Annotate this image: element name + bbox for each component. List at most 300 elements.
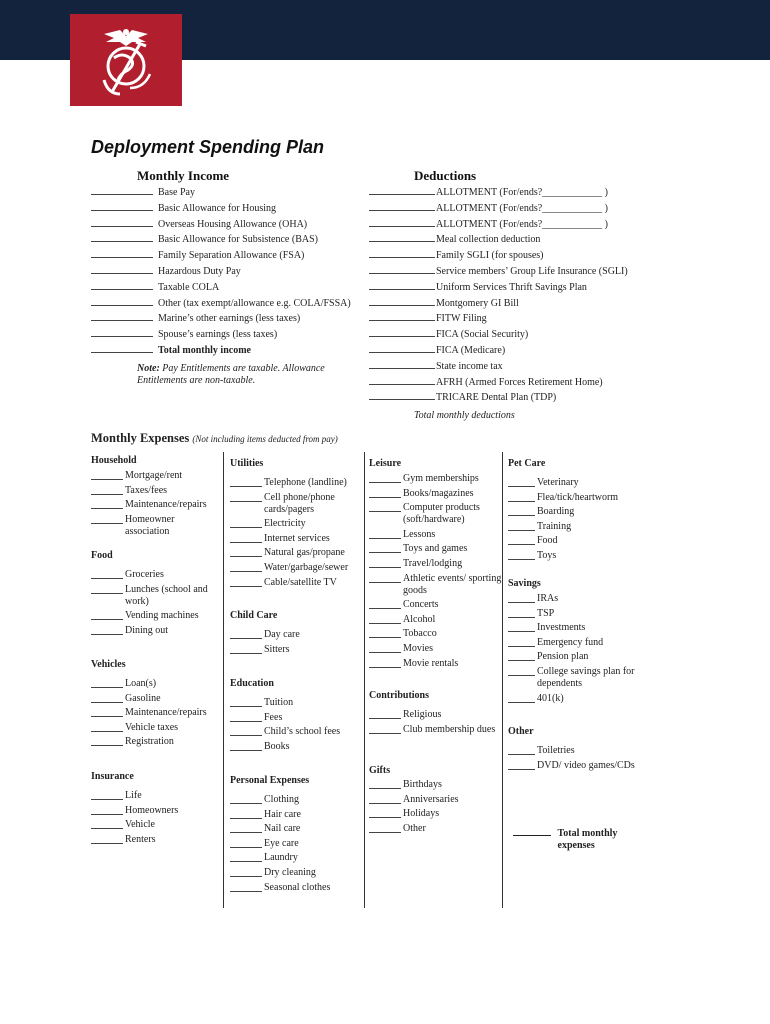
amount-blank[interactable] xyxy=(230,867,262,877)
amount-blank[interactable] xyxy=(230,629,262,639)
expense-item[interactable] xyxy=(91,678,222,690)
expense-item[interactable] xyxy=(508,506,649,518)
expense-label: Electricity xyxy=(264,518,306,530)
expense-label: Travel/lodging xyxy=(403,558,463,569)
expense-item[interactable] xyxy=(508,593,649,605)
expense-item[interactable] xyxy=(230,794,361,806)
expense-item[interactable] xyxy=(91,790,222,802)
expense-label: Hair care xyxy=(264,808,301,820)
expense-item[interactable] xyxy=(508,622,649,634)
expense-item[interactable] xyxy=(508,550,649,562)
category-vehicles: Vehicles xyxy=(91,659,126,670)
note-text: Pay Entitlements are taxable. Allowance Entitlements are non-taxable. xyxy=(137,363,325,386)
deduction-row[interactable] xyxy=(369,280,587,294)
expense-item[interactable] xyxy=(91,834,222,846)
income-row[interactable] xyxy=(91,311,300,325)
income-row[interactable] xyxy=(91,280,219,294)
category-contributions: Contributions xyxy=(369,690,430,701)
expense-label: Books/magazines xyxy=(403,487,474,499)
amount-blank[interactable] xyxy=(91,201,153,211)
income-row[interactable] xyxy=(91,217,307,231)
expense-item[interactable] xyxy=(91,584,222,608)
amount-blank[interactable] xyxy=(508,637,535,647)
expense-item[interactable] xyxy=(369,658,505,670)
expense-item[interactable] xyxy=(91,485,222,497)
category-petcare: Pet Care xyxy=(508,458,546,469)
expense-label: Registration xyxy=(125,736,174,748)
income-row[interactable] xyxy=(91,185,195,199)
amount-blank[interactable] xyxy=(508,521,535,531)
expense-label: TSP xyxy=(537,607,555,619)
expense-item[interactable] xyxy=(369,473,505,485)
expense-label: Water/garbage/sewer xyxy=(264,562,349,573)
deduction-label: ALLOTMENT (For/ends?____________ ) xyxy=(436,187,609,198)
category-utilities: Utilities xyxy=(230,458,264,469)
expense-item[interactable] xyxy=(508,745,649,757)
expense-item[interactable] xyxy=(508,608,649,620)
expense-label: Flea/tick/heartworm xyxy=(537,491,619,503)
income-row[interactable] xyxy=(91,201,276,215)
amount-blank[interactable] xyxy=(508,651,535,661)
expense-item[interactable] xyxy=(230,562,361,574)
expense-item[interactable] xyxy=(508,492,649,504)
expense-label: Day care xyxy=(264,629,300,640)
amount-blank[interactable] xyxy=(91,343,153,353)
amount-blank[interactable] xyxy=(91,610,123,620)
expense-item[interactable] xyxy=(91,625,222,637)
amount-blank[interactable] xyxy=(369,529,401,539)
expense-label: Vehicle xyxy=(125,819,155,831)
expense-item[interactable] xyxy=(230,712,361,724)
deduction-row[interactable] xyxy=(369,264,628,278)
amount-blank[interactable] xyxy=(91,514,123,524)
deduction-label: Family SGLI (for spouses) xyxy=(436,250,544,262)
income-label: Other (tax exempt/allowance e.g. COLA/FSSA) xyxy=(158,297,351,309)
deduction-row[interactable] xyxy=(369,311,487,325)
expenses-title xyxy=(91,431,338,446)
deduction-label: ALLOTMENT (For/ends?____________ ) xyxy=(436,218,609,230)
amount-blank[interactable] xyxy=(369,473,401,483)
amount-blank[interactable] xyxy=(91,678,123,688)
amount-blank[interactable] xyxy=(91,470,123,480)
amount-blank[interactable] xyxy=(369,658,401,668)
amount-blank[interactable] xyxy=(369,217,435,227)
amount-blank[interactable] xyxy=(369,628,401,638)
amount-blank[interactable] xyxy=(369,296,435,306)
expense-label: Vending machines xyxy=(125,610,199,622)
expense-label: Lunches (school and work) xyxy=(125,583,208,607)
expense-label: DVD/ video games/CDs xyxy=(537,759,635,771)
amount-blank[interactable] xyxy=(369,280,435,290)
expense-item[interactable] xyxy=(230,629,361,641)
amount-blank[interactable] xyxy=(369,343,435,353)
amount-blank[interactable] xyxy=(230,838,262,848)
income-row[interactable] xyxy=(91,327,277,341)
amount-blank[interactable] xyxy=(369,823,401,833)
expense-item[interactable] xyxy=(508,760,649,772)
expense-item[interactable] xyxy=(230,477,361,489)
deduction-label: TRICARE Dental Plan (TDP) xyxy=(436,392,557,404)
amount-blank[interactable] xyxy=(91,499,123,509)
amount-blank[interactable] xyxy=(230,823,262,833)
expense-item[interactable] xyxy=(508,693,649,705)
amount-blank[interactable] xyxy=(369,614,401,624)
expense-item[interactable] xyxy=(508,535,649,547)
expense-item[interactable] xyxy=(91,514,222,538)
deduction-label: FICA (Social Security) xyxy=(436,329,529,341)
expense-label: Tuition xyxy=(264,697,294,708)
amount-blank[interactable] xyxy=(91,707,123,717)
expense-label: Concerts xyxy=(403,599,439,611)
emblem-logo xyxy=(70,14,182,106)
expense-label: Laundry xyxy=(264,852,298,864)
expense-item[interactable] xyxy=(230,577,361,589)
amount-blank[interactable] xyxy=(230,492,262,502)
expense-label: Movie rentals xyxy=(403,657,459,669)
amount-blank[interactable] xyxy=(369,359,435,369)
expense-item[interactable] xyxy=(230,726,361,738)
category-household: Household xyxy=(91,455,137,466)
amount-blank[interactable] xyxy=(91,693,123,703)
expense-label: Life xyxy=(125,790,142,801)
eagle-globe-anchor-icon xyxy=(70,14,182,106)
expense-label: Seasonal clothes xyxy=(264,881,331,893)
total-deductions-label: Total monthly deductions xyxy=(414,410,515,421)
expense-label: Anniversaries xyxy=(403,793,459,805)
expense-label: Other xyxy=(403,822,426,834)
amount-blank[interactable] xyxy=(230,697,262,707)
amount-blank[interactable] xyxy=(91,185,153,195)
expense-item[interactable] xyxy=(230,882,361,894)
expense-item[interactable] xyxy=(369,558,505,570)
expense-item[interactable] xyxy=(230,809,361,821)
expense-label: Eye care xyxy=(264,837,299,849)
amount-blank[interactable] xyxy=(508,477,535,487)
expense-item[interactable] xyxy=(230,867,361,879)
expense-label: Toiletries xyxy=(537,745,575,756)
deduction-row[interactable] xyxy=(369,185,608,199)
amount-blank[interactable] xyxy=(230,547,262,557)
deduction-row[interactable] xyxy=(369,296,519,310)
expense-item[interactable] xyxy=(91,819,222,831)
expenses-title-text: Monthly Expenses xyxy=(91,431,190,445)
category-savings: Savings xyxy=(508,578,541,589)
total-expenses-field[interactable] xyxy=(513,828,623,852)
amount-blank[interactable] xyxy=(230,712,262,722)
expense-label: Boarding xyxy=(537,506,575,518)
expense-item[interactable] xyxy=(369,529,505,541)
amount-blank[interactable] xyxy=(508,535,535,545)
amount-blank[interactable] xyxy=(91,296,153,306)
amount-blank[interactable] xyxy=(369,558,401,568)
amount-blank[interactable] xyxy=(91,722,123,732)
deduction-row[interactable] xyxy=(369,375,603,389)
total-expenses-label: Total monthly expenses xyxy=(557,828,618,851)
expense-item[interactable] xyxy=(508,521,649,533)
amount-blank[interactable] xyxy=(369,709,401,719)
expense-item[interactable] xyxy=(508,477,649,489)
deduction-label: Service members’ Group Life Insurance (SGLI) xyxy=(436,266,628,277)
amount-blank[interactable] xyxy=(508,666,535,676)
expense-item[interactable] xyxy=(369,808,505,820)
expense-label: Investments xyxy=(537,622,586,634)
amount-blank[interactable] xyxy=(91,248,153,258)
amount-blank[interactable] xyxy=(91,280,153,290)
expense-item[interactable] xyxy=(369,643,505,655)
amount-blank[interactable] xyxy=(369,264,435,274)
amount-blank[interactable] xyxy=(369,375,435,385)
amount-blank[interactable] xyxy=(508,745,535,755)
deduction-row[interactable] xyxy=(369,327,528,341)
expense-label: Nail care xyxy=(264,823,301,835)
expense-label: College savings plan for dependents xyxy=(537,666,635,689)
expense-item[interactable] xyxy=(508,651,649,663)
amount-blank[interactable] xyxy=(230,794,262,804)
expense-label: Veterinary xyxy=(537,477,579,488)
expense-item[interactable] xyxy=(91,610,222,622)
expense-item[interactable] xyxy=(369,709,505,721)
expense-label: Club membership dues xyxy=(403,723,496,735)
amount-blank[interactable] xyxy=(508,693,535,703)
amount-blank[interactable] xyxy=(508,492,535,502)
income-label: Base Pay xyxy=(158,187,195,198)
amount-blank[interactable] xyxy=(508,593,535,603)
amount-blank[interactable] xyxy=(508,550,535,560)
amount-blank[interactable] xyxy=(91,625,123,635)
amount-blank[interactable] xyxy=(230,533,262,543)
deduction-label: Uniform Services Thrift Savings Plan xyxy=(436,281,587,293)
amount-blank[interactable] xyxy=(369,248,435,258)
amount-blank[interactable] xyxy=(230,882,262,892)
amount-blank[interactable] xyxy=(91,790,123,800)
category-insurance: Insurance xyxy=(91,771,134,782)
expense-item[interactable] xyxy=(369,543,505,555)
income-label: Spouse’s earnings (less taxes) xyxy=(158,329,278,341)
column-divider xyxy=(364,452,365,908)
income-label: Basic Allowance for Subsistence (BAS) xyxy=(158,234,318,246)
amount-blank[interactable] xyxy=(230,562,262,572)
expense-label: Food xyxy=(537,535,558,547)
deduction-label: FITW Filing xyxy=(436,313,487,325)
income-label: Family Separation Allowance (FSA) xyxy=(158,250,305,262)
deduction-row[interactable] xyxy=(369,343,505,357)
expense-item[interactable] xyxy=(91,499,222,511)
amount-blank[interactable] xyxy=(508,760,535,770)
expense-label: Maintenance/repairs xyxy=(125,499,207,511)
deduction-label: ALLOTMENT (For/ends?____________ ) xyxy=(436,202,609,214)
expense-label: Gasoline xyxy=(125,692,161,704)
expense-item[interactable] xyxy=(91,707,222,719)
expense-item[interactable] xyxy=(91,805,222,817)
expense-item[interactable] xyxy=(230,823,361,835)
amount-blank[interactable] xyxy=(369,311,435,321)
expense-label: Natural gas/propane xyxy=(264,547,345,559)
deduction-label: State income tax xyxy=(436,360,503,372)
amount-blank[interactable] xyxy=(508,622,535,632)
expenses-subtitle: (Not including items deducted from pay) xyxy=(192,434,338,444)
deduction-label: FICA (Medicare) xyxy=(436,345,506,356)
expense-item[interactable] xyxy=(369,599,505,611)
expense-label: Athletic events/ sporting goods xyxy=(403,572,502,596)
expense-label: Computer products (soft/hardware) xyxy=(403,502,480,526)
amount-blank[interactable] xyxy=(369,502,401,512)
amount-blank[interactable] xyxy=(91,819,123,829)
expense-item[interactable] xyxy=(91,736,222,748)
income-row[interactable] xyxy=(91,232,318,246)
expense-label: Homeowner association xyxy=(125,513,175,537)
amount-blank[interactable] xyxy=(91,834,123,844)
income-heading: Monthly Income xyxy=(137,168,230,183)
expense-item[interactable] xyxy=(369,573,505,597)
amount-blank[interactable] xyxy=(369,232,435,242)
expense-label: Gym memberships xyxy=(403,473,479,484)
expense-label: Toys xyxy=(537,550,557,561)
income-label: Hazardous Duty Pay xyxy=(158,266,241,277)
expense-item[interactable] xyxy=(230,644,361,656)
income-label: Basic Allowance for Housing xyxy=(158,202,277,214)
expense-item[interactable] xyxy=(369,628,505,640)
amount-blank[interactable] xyxy=(508,608,535,618)
expense-item[interactable] xyxy=(508,637,649,649)
income-label: Overseas Housing Allowance (OHA) xyxy=(158,218,308,230)
expense-label: IRAs xyxy=(537,593,559,604)
amount-blank[interactable] xyxy=(230,852,262,862)
expense-item[interactable] xyxy=(369,779,505,791)
expense-item[interactable] xyxy=(91,722,222,734)
income-row[interactable] xyxy=(91,248,304,262)
category-gifts: Gifts xyxy=(369,765,391,776)
expense-item[interactable] xyxy=(369,502,505,526)
expense-label: Emergency fund xyxy=(537,636,604,648)
category-education: Education xyxy=(230,678,274,689)
deduction-row[interactable] xyxy=(369,201,608,215)
amount-blank[interactable] xyxy=(369,390,435,400)
amount-blank[interactable] xyxy=(369,488,401,498)
deductions-heading: Deductions xyxy=(414,168,477,183)
deduction-row[interactable] xyxy=(369,232,540,246)
amount-blank[interactable] xyxy=(369,643,401,653)
expense-label: Lessons xyxy=(403,528,436,540)
deduction-label: Meal collection deduction xyxy=(436,234,541,246)
expense-label: Religious xyxy=(403,709,442,720)
amount-blank[interactable] xyxy=(369,327,435,337)
category-other: Other xyxy=(508,726,534,737)
income-row[interactable] xyxy=(91,343,251,357)
expense-label: Toys and games xyxy=(403,543,468,555)
amount-blank[interactable] xyxy=(230,809,262,819)
income-label: Total monthly income xyxy=(158,345,251,356)
amount-blank[interactable] xyxy=(369,779,401,789)
expense-item[interactable] xyxy=(91,470,222,482)
expense-item[interactable] xyxy=(230,697,361,709)
expense-label: Sitters xyxy=(264,643,290,655)
expense-item[interactable] xyxy=(230,852,361,864)
expense-label: Dining out xyxy=(125,624,169,636)
expense-label: Alcohol xyxy=(403,613,436,625)
income-row[interactable] xyxy=(91,264,241,278)
page-title: Deployment Spending Plan xyxy=(91,137,325,157)
expense-item[interactable] xyxy=(230,741,361,753)
amount-blank[interactable] xyxy=(91,264,153,274)
amount-blank[interactable] xyxy=(369,599,401,609)
expense-item[interactable] xyxy=(230,492,361,516)
income-note xyxy=(137,363,342,387)
deduction-row[interactable] xyxy=(369,248,544,262)
expense-label: Clothing xyxy=(264,794,300,805)
expense-item[interactable] xyxy=(230,518,361,530)
amount-blank[interactable] xyxy=(230,518,262,528)
expense-item[interactable] xyxy=(369,614,505,626)
expense-item[interactable] xyxy=(91,693,222,705)
amount-blank[interactable] xyxy=(91,311,153,321)
deduction-row[interactable] xyxy=(369,217,608,231)
expense-item[interactable] xyxy=(369,724,505,736)
amount-blank[interactable] xyxy=(230,741,262,751)
expense-label: Holidays xyxy=(403,808,440,820)
amount-blank[interactable] xyxy=(369,794,401,804)
amount-blank[interactable] xyxy=(369,543,401,553)
expense-label: Pension plan xyxy=(537,651,589,663)
income-label: Marine’s other earnings (less taxes) xyxy=(158,313,301,325)
amount-blank[interactable] xyxy=(369,573,401,583)
amount-blank[interactable] xyxy=(91,217,153,227)
deduction-row[interactable] xyxy=(369,359,503,373)
expense-item[interactable] xyxy=(369,488,505,500)
expense-label: Internet services xyxy=(264,532,330,544)
amount-blank[interactable] xyxy=(230,726,262,736)
amount-blank[interactable] xyxy=(230,477,262,487)
expense-item[interactable] xyxy=(230,838,361,850)
expense-item[interactable] xyxy=(508,666,649,690)
amount-blank[interactable] xyxy=(230,577,262,587)
category-food: Food xyxy=(91,550,113,561)
amount-blank[interactable] xyxy=(369,185,435,195)
amount-blank[interactable] xyxy=(508,506,535,516)
deduction-label: Montgomery GI Bill xyxy=(436,297,519,309)
expense-label: Tobacco xyxy=(403,628,437,640)
amount-blank[interactable] xyxy=(91,584,123,594)
amount-blank[interactable] xyxy=(91,569,123,579)
expense-item[interactable] xyxy=(230,547,361,559)
amount-blank[interactable] xyxy=(91,485,123,495)
expense-label: Training xyxy=(537,520,572,532)
expense-label: 401(k) xyxy=(537,692,564,704)
expense-item[interactable] xyxy=(369,823,505,835)
expense-item[interactable] xyxy=(369,794,505,806)
category-personal: Personal Expenses xyxy=(230,775,310,786)
expense-label: Birthdays xyxy=(403,779,442,790)
amount-blank[interactable] xyxy=(91,232,153,242)
amount-blank[interactable] xyxy=(91,805,123,815)
expense-label: Fees xyxy=(264,711,283,723)
expense-label: Books xyxy=(264,740,290,752)
expense-label: Vehicle taxes xyxy=(125,721,179,733)
income-row[interactable] xyxy=(91,296,351,310)
deduction-row[interactable] xyxy=(369,390,556,404)
deduction-label: AFRH (Armed Forces Retirement Home) xyxy=(436,376,603,388)
amount-blank[interactable] xyxy=(91,736,123,746)
amount-blank[interactable] xyxy=(369,724,401,734)
amount-blank[interactable] xyxy=(230,644,262,654)
amount-blank[interactable] xyxy=(369,201,435,211)
expense-label: Loan(s) xyxy=(125,678,157,689)
expense-item[interactable] xyxy=(91,569,222,581)
amount-blank[interactable] xyxy=(369,808,401,818)
expense-item[interactable] xyxy=(230,533,361,545)
amount-blank[interactable] xyxy=(91,327,153,337)
expense-label: Groceries xyxy=(125,569,164,580)
income-label: Taxable COLA xyxy=(158,281,220,293)
